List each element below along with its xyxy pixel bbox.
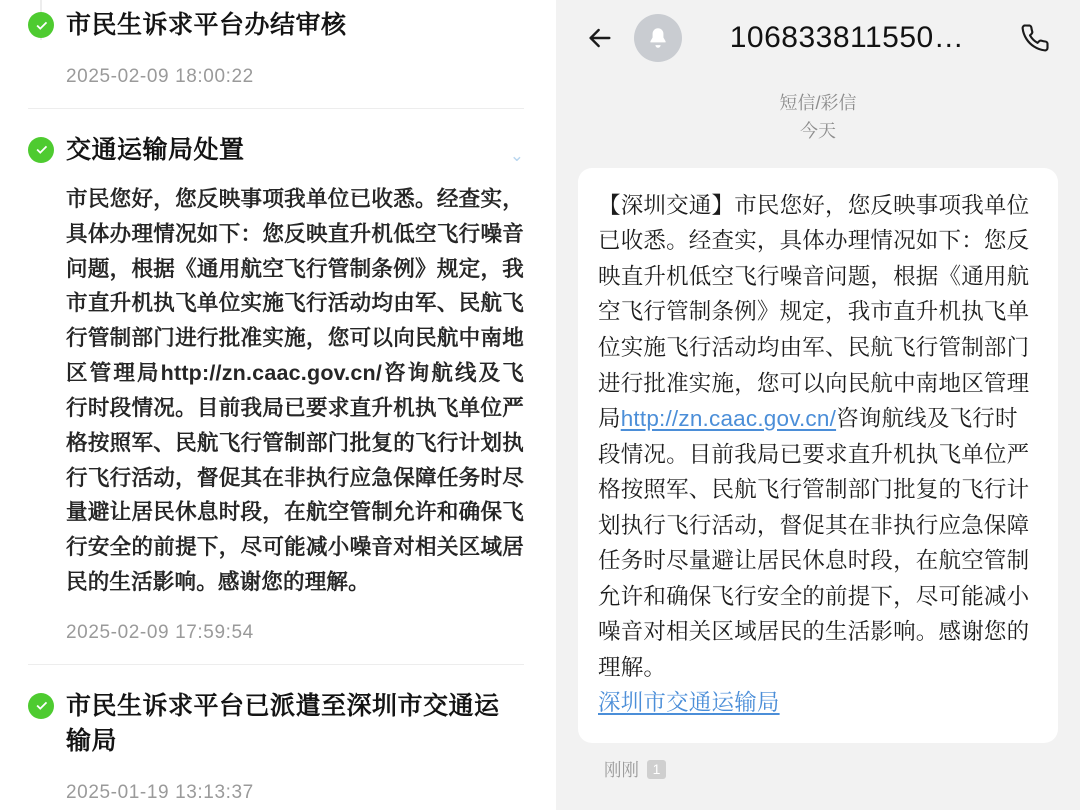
sms-header [556, 0, 1080, 76]
message-link[interactable]: http://zn.caac.gov.cn/ [620, 406, 837, 432]
sms-channel-label: 短信/彩信 [779, 93, 857, 113]
entry-timestamp: 2025-01-19 13:13:37 [66, 781, 254, 803]
entry-title-row [66, 133, 524, 169]
entry-timestamp: 2025-02-09 18:00:22 [66, 65, 254, 87]
sms-panel [556, 0, 1080, 810]
back-icon[interactable] [578, 16, 622, 60]
message-signature-link[interactable]: 深圳市交通运输局 [598, 690, 780, 716]
message-timestamp: 刚刚 [604, 759, 639, 780]
sms-meta [556, 76, 1080, 146]
status-dot-icon [28, 693, 54, 719]
conversation-title: 106833811550… [729, 21, 965, 54]
avatar[interactable] [634, 14, 682, 62]
entry-title: 交通运输局处置 [66, 135, 245, 164]
message-text-part1: 【深圳交通】市民您好，您反映事项我单位已收悉。经查实，具体办理情况如下：您反映直升机低空飞行噪音问题，根据《通用航空飞行管制条例》规定，我市直升机执飞单位实施飞行活动均由军、民航飞行管制部门进行批准实施，您可以向民航中南地区管理局 [598, 192, 1030, 432]
sms-day-label: 今天 [800, 120, 836, 141]
entry-timestamp: 2025-02-09 17:59:54 [66, 621, 254, 643]
timeline-entry[interactable] [28, 689, 524, 810]
entry-divider [28, 664, 524, 665]
entry-title-row [66, 689, 524, 760]
entry-title-row [66, 8, 524, 44]
phone-icon[interactable] [1012, 15, 1058, 61]
status-dot-icon [28, 137, 54, 163]
entry-divider [28, 108, 524, 109]
entry-title: 市民生诉求平台办结审核 [66, 11, 347, 39]
message-text-part2: 咨询航线及飞行时段情况。目前我局已要求直升机执飞单位严格按照军、民航飞行管制部门批复的飞行计划执行飞行活动，督促其在非执行应急保障任务时尽量避让居民休息时段，在航空管制允许和确保飞行安全的前提下，尽可能减小噪音对相关区域居民的生活影响。感谢您的理解。 [598, 406, 1030, 680]
chevron-down-icon[interactable]: ⌄ [509, 145, 524, 165]
message-bubble[interactable] [578, 168, 1058, 743]
timeline-entry[interactable] [28, 8, 524, 109]
spacer [28, 109, 524, 133]
spacer [28, 665, 524, 689]
entry-body: 市民您好，您反映事项我单位已收悉。经查实，具体办理情况如下：您反映直升机低空飞行噪音问题，根据《通用航空飞行管制条例》规定，我市直升机执飞单位实施飞行活动均由军、民航飞行管制部门进行批准实施，您可以向民航中南地区管理局http://zn.caac.gov.cn/咨询航线及飞行时段情况。目前我局已要求直升机执飞单位严格按照军、民航飞行管制部门批复的飞行计划执行飞行活动，督促其在非执行应急保障任务时尽量避让居民休息时段，在航空管制允许和确保飞行安全的前提下，尽可能减小噪音对相关区域居民的生活影响。感谢您的理解。 [66, 187, 524, 595]
message-list [556, 146, 1080, 782]
message-badge: 1 [647, 760, 666, 779]
timeline-entry[interactable] [28, 133, 524, 665]
status-dot-icon [28, 12, 54, 38]
message-footer [578, 743, 1058, 782]
entry-title: 市民生诉求平台已派遣至深圳市交通运输局 [66, 691, 500, 756]
